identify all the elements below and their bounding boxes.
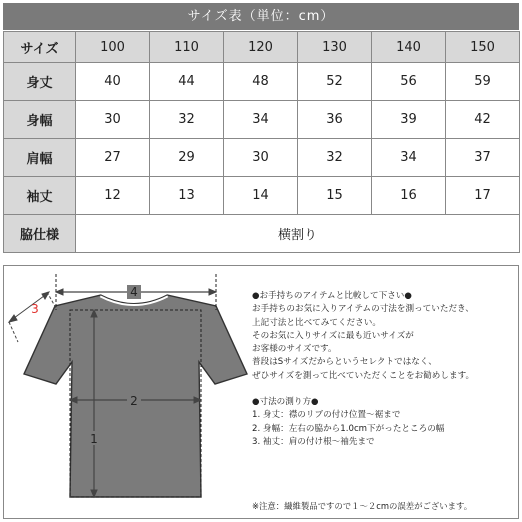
row-label-side-seam: 脇仕様 [4, 215, 76, 253]
row-label-width: 身幅 [4, 101, 76, 139]
notes-heading-compare: ●お手持ちのアイテムと比較して下さい● [252, 291, 412, 301]
row-label-length: 身丈 [4, 63, 76, 101]
row-label-shoulder: 肩幅 [4, 139, 76, 177]
table-cell: 27 [76, 139, 150, 177]
notes-line: 普段はSサイズだからというセレクトではなく、 [252, 357, 437, 368]
notes-line: 上記寸法と比べてみてください。 [252, 317, 381, 328]
table-cell: 32 [150, 101, 224, 139]
table-cell: 56 [372, 63, 446, 101]
table-cell: 42 [446, 101, 520, 139]
table-cell: 39 [372, 101, 446, 139]
size-header-cell: 110 [150, 32, 224, 63]
notes-line: ぜひサイズを測って比べていただくことをお勧めします。 [252, 370, 475, 381]
dim-label-shoulder: 4 [130, 285, 138, 299]
table-cell: 16 [372, 177, 446, 215]
row-label-sleeve: 袖丈 [4, 177, 76, 215]
table-row [4, 215, 520, 253]
table-cell: 34 [224, 101, 298, 139]
table-cell: 44 [150, 63, 224, 101]
table-row [4, 101, 520, 139]
table-cell: 37 [446, 139, 520, 177]
table-cell: 48 [224, 63, 298, 101]
measurement-notes [252, 290, 514, 449]
size-header-cell: 120 [224, 32, 298, 63]
table-cell: 29 [150, 139, 224, 177]
table-cell: 40 [76, 63, 150, 101]
measure-item: 1. 身丈：襟のリブの付け位置～裾まで [252, 410, 401, 421]
notes-line: お客様のサイズです。 [252, 344, 337, 355]
table-cell: 17 [446, 177, 520, 215]
notes-line: そのお気に入りサイズに最も近いサイズが [252, 330, 414, 341]
table-cell: 59 [446, 63, 520, 101]
tshirt-diagram [3, 266, 248, 518]
table-row [4, 177, 520, 215]
size-header-cell: 150 [446, 32, 520, 63]
size-header-cell: 100 [76, 32, 150, 63]
table-cell: 14 [224, 177, 298, 215]
dim-label-width: 2 [130, 394, 138, 408]
table-cell: 12 [76, 177, 150, 215]
dim-label-length: 1 [90, 432, 98, 446]
size-table [3, 31, 520, 253]
disclaimer-note: ※注意：繊維製品ですので１～２cmの誤差がございます。 [252, 501, 473, 511]
table-row [4, 63, 520, 101]
table-cell: 36 [298, 101, 372, 139]
size-chart-title: サイズ表（単位：cm） [3, 3, 519, 30]
table-row [4, 139, 520, 177]
table-cell: 30 [76, 101, 150, 139]
table-cell: 34 [372, 139, 446, 177]
table-cell: 30 [224, 139, 298, 177]
table-cell: 13 [150, 177, 224, 215]
notes-line: お手持ちのお気に入りアイテムの寸法を測っていただき、 [252, 304, 474, 315]
table-cell: 15 [298, 177, 372, 215]
size-header-cell: 140 [372, 32, 446, 63]
table-cell: 52 [298, 63, 372, 101]
size-header-row [4, 32, 520, 63]
size-header-cell: 130 [298, 32, 372, 63]
dim-label-sleeve: 3 [31, 302, 39, 316]
measure-item: 3. 袖丈：肩の付け根～袖先まで [252, 436, 375, 447]
size-header-label: サイズ [4, 32, 76, 63]
table-cell: 32 [298, 139, 372, 177]
notes-heading-howto: ●寸法の測り方● [252, 397, 319, 408]
measure-item: 2. 身幅：左右の脇から1.0cm下がったところの幅 [252, 423, 445, 434]
side-seam-value: 横割り [76, 215, 520, 253]
